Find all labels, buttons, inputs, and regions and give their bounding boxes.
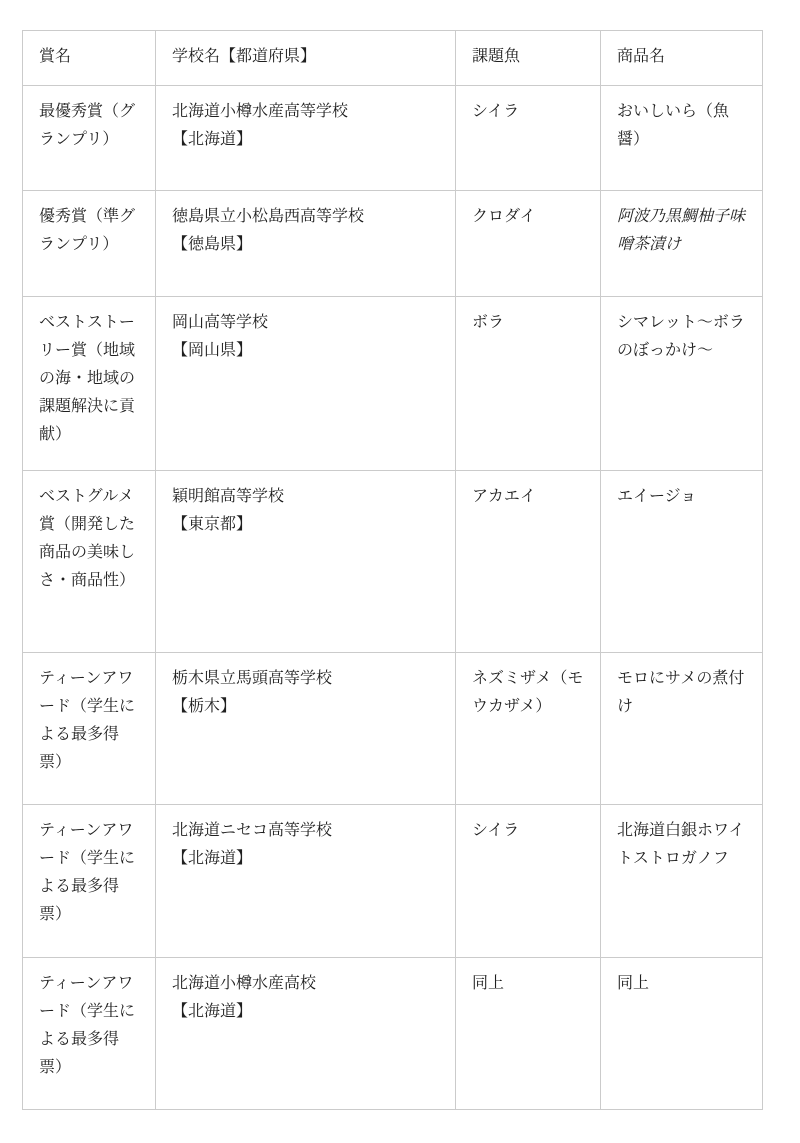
table-row <box>23 958 763 1110</box>
award-cell: ティーンアワード（学生による最多得票） <box>23 958 156 1110</box>
school-cell <box>156 471 456 653</box>
product-cell: 同上 <box>601 958 763 1110</box>
column-header-award: 賞名 <box>23 31 156 86</box>
fish-cell: シイラ <box>456 805 601 958</box>
table-row <box>23 805 763 958</box>
award-cell: 優秀賞（準グランプリ） <box>23 191 156 297</box>
fish-cell: 同上 <box>456 958 601 1110</box>
table-row <box>23 471 763 653</box>
school-name-line: 栃木県立馬頭高等学校 <box>172 670 333 687</box>
school-name-line: 北海道小樽水産高校 <box>172 975 317 992</box>
school-cell <box>156 297 456 471</box>
school-name-line: 岡山高等学校 <box>172 314 269 331</box>
school-cell <box>156 958 456 1110</box>
fish-cell: シイラ <box>456 86 601 191</box>
table-row <box>23 653 763 805</box>
table-row <box>23 86 763 191</box>
school-pref-line: 【栃木】 <box>172 698 237 715</box>
school-pref-line: 【北海道】 <box>172 850 253 867</box>
school-pref-line: 【北海道】 <box>172 131 253 148</box>
school-cell <box>156 86 456 191</box>
product-cell: おいしいら（魚醤） <box>601 86 763 191</box>
table-header-row <box>23 31 763 86</box>
school-cell <box>156 805 456 958</box>
product-cell: シマレット〜ボラのぼっかけ〜 <box>601 297 763 471</box>
school-pref-line: 【北海道】 <box>172 1003 253 1020</box>
award-cell: ベストグルメ賞（開発した商品の美味しさ・商品性） <box>23 471 156 653</box>
fish-cell: ネズミザメ（モウカザメ） <box>456 653 601 805</box>
school-name-line: 徳島県立小松島西高等学校 <box>172 208 365 225</box>
product-cell: モロにサメの煮付け <box>601 653 763 805</box>
awards-table <box>22 30 763 1110</box>
award-cell: ベストストーリー賞（地域の海・地域の課題解決に貢献） <box>23 297 156 471</box>
awards-table-container <box>22 30 763 1110</box>
school-cell <box>156 191 456 297</box>
award-cell: 最優秀賞（グランプリ） <box>23 86 156 191</box>
fish-cell: ボラ <box>456 297 601 471</box>
column-header-product: 商品名 <box>601 31 763 86</box>
table-row <box>23 191 763 297</box>
column-header-school: 学校名【都道府県】 <box>156 31 456 86</box>
school-cell <box>156 653 456 805</box>
award-cell: ティーンアワード（学生による最多得票） <box>23 805 156 958</box>
school-pref-line: 【東京都】 <box>172 516 253 533</box>
school-pref-line: 【徳島県】 <box>172 236 253 253</box>
product-cell: 阿波乃黒鯛柚子味噌茶漬け <box>601 191 763 297</box>
product-cell: エイージョ <box>601 471 763 653</box>
school-name-line: 穎明館高等学校 <box>172 488 285 505</box>
table-row <box>23 297 763 471</box>
award-cell: ティーンアワード（学生による最多得票） <box>23 653 156 805</box>
school-name-line: 北海道小樽水産高等学校 <box>172 103 349 120</box>
product-cell: 北海道白銀ホワイトストロガノフ <box>601 805 763 958</box>
school-pref-line: 【岡山県】 <box>172 342 253 359</box>
column-header-fish: 課題魚 <box>456 31 601 86</box>
fish-cell: アカエイ <box>456 471 601 653</box>
fish-cell: クロダイ <box>456 191 601 297</box>
school-name-line: 北海道ニセコ高等学校 <box>172 822 333 839</box>
